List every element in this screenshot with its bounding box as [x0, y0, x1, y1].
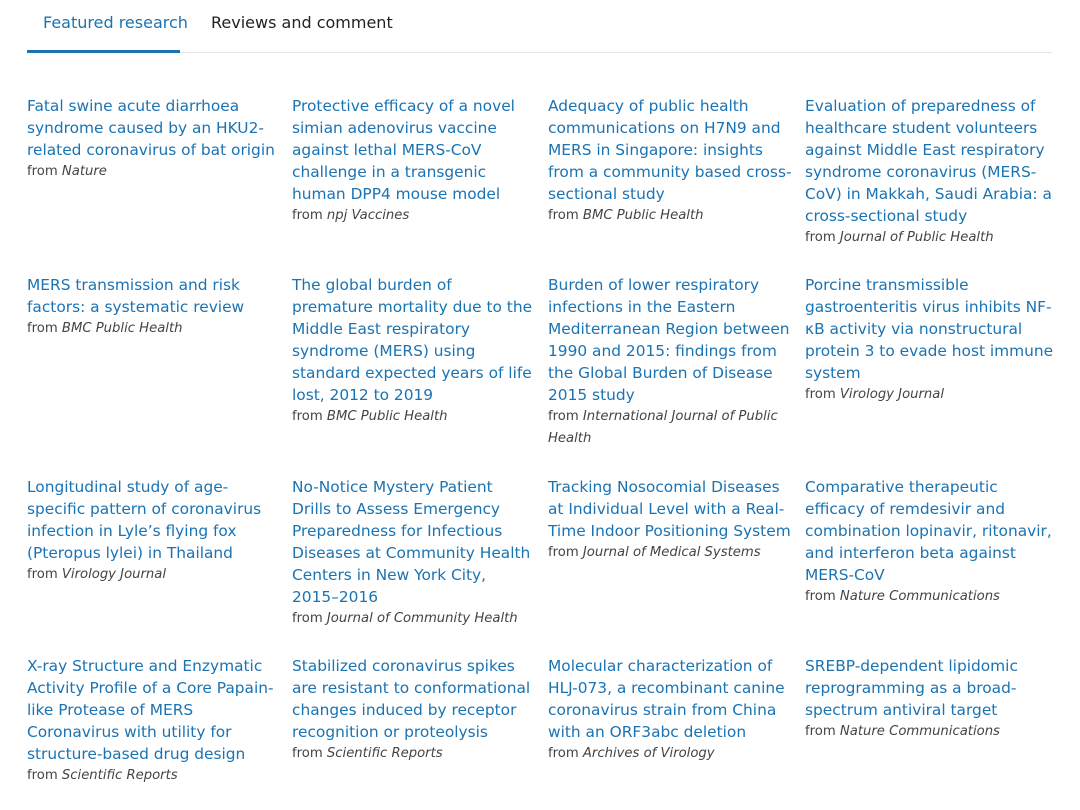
- article-title-link[interactable]: Protective efficacy of a novel simian adenovirus vaccine against lethal MERS-CoV challenge in a transgenic human DPP4 mouse model: [292, 97, 515, 203]
- source-name: BMC Public Health: [582, 208, 704, 223]
- article-source: [292, 743, 534, 765]
- source-name: BMC Public Health: [61, 321, 183, 336]
- source-prefix: from: [27, 164, 58, 179]
- source-prefix: from: [27, 321, 58, 336]
- source-name: Scientific Reports: [61, 768, 178, 783]
- article-card: [548, 655, 792, 765]
- article-title-link[interactable]: Comparative therapeutic efficacy of remdesivir and combination lopinavir, ritonavir, and interferon beta against MERS-CoV: [805, 478, 1052, 584]
- source-prefix: from: [292, 611, 323, 626]
- article-title-link[interactable]: SREBP-dependent lipidomic reprogramming as a broad-spectrum antiviral target: [805, 657, 1018, 719]
- source-prefix: from: [292, 208, 323, 223]
- source-name: npj Vaccines: [326, 208, 410, 223]
- article-source: [805, 586, 1055, 608]
- article-source: [805, 227, 1055, 249]
- article-title-link[interactable]: MERS transmission and risk factors: a systematic review: [27, 276, 245, 316]
- article-title-link[interactable]: Molecular characterization of HLJ-073, a recombinant canine coronavirus strain from China with an ORF3abc deletion: [548, 657, 785, 741]
- article-source: [27, 161, 279, 183]
- source-prefix: from: [292, 409, 323, 424]
- source-prefix: from: [548, 208, 579, 223]
- article-source: [805, 721, 1055, 743]
- article-source: [27, 564, 279, 586]
- article-card: [27, 655, 279, 787]
- source-prefix: from: [548, 746, 579, 761]
- article-card: [805, 274, 1055, 406]
- source-name: Archives of Virology: [582, 746, 715, 761]
- article-title-link[interactable]: Porcine transmissible gastroenteritis virus inhibits NF-κB activity via nonstructural protein 3 to evade host immune system: [805, 276, 1054, 382]
- source-name: International Journal of Public Health: [548, 409, 778, 446]
- source-name: Nature Communications: [839, 724, 1000, 739]
- article-card: [805, 655, 1055, 743]
- source-prefix: from: [805, 387, 836, 402]
- source-prefix: from: [27, 768, 58, 783]
- source-name: Journal of Public Health: [839, 230, 994, 245]
- article-card: [292, 274, 534, 428]
- tab-featured-research[interactable]: Featured research: [27, 0, 180, 53]
- article-title-link[interactable]: The global burden of premature mortality due to the Middle East respiratory syndrome (MERS) using standard expected years of life lost, 2012 to 2019: [292, 276, 533, 404]
- article-title-link[interactable]: Stabilized coronavirus spikes are resistant to conformational changes induced by receptor recognition or proteolysis: [292, 657, 531, 741]
- article-source: [27, 765, 279, 787]
- source-name: Nature: [61, 164, 107, 179]
- article-card: [27, 274, 279, 340]
- article-source: [548, 542, 792, 564]
- source-prefix: from: [805, 589, 836, 604]
- article-source: [805, 384, 1055, 406]
- source-name: Scientific Reports: [326, 746, 443, 761]
- article-card: [548, 274, 792, 450]
- source-prefix: from: [805, 230, 836, 245]
- article-card: [292, 655, 534, 765]
- article-title-link[interactable]: Longitudinal study of age-specific pattern of coronavirus infection in Lyle’s flying fox (Pteropus lylei) in Thailand: [27, 478, 262, 562]
- article-title-link[interactable]: Evaluation of preparedness of healthcare student volunteers against Middle East respiratory syndrome coronavirus (MERS-CoV) in Makkah, Saudi Arabia: a cross-sectional study: [805, 97, 1052, 225]
- article-source: [548, 406, 792, 450]
- article-title-link[interactable]: Tracking Nosocomial Diseases at Individual Level with a Real-Time Indoor Positioning System: [548, 478, 791, 540]
- source-name: Virology Journal: [61, 567, 167, 582]
- source-prefix: from: [27, 567, 58, 582]
- article-title-link[interactable]: No-Notice Mystery Patient Drills to Assess Emergency Preparedness for Infectious Diseases at Community Health Centers in New York City, 2015–2016: [292, 478, 531, 606]
- source-prefix: from: [548, 545, 579, 560]
- tab-reviews-and-comment[interactable]: Reviews and comment: [211, 13, 393, 32]
- article-source: [292, 608, 534, 630]
- source-name: Nature Communications: [839, 589, 1000, 604]
- source-prefix: from: [805, 724, 836, 739]
- article-source: [292, 205, 534, 227]
- source-prefix: from: [548, 409, 579, 424]
- article-card: [27, 476, 279, 586]
- article-card: [548, 476, 792, 564]
- article-card: [805, 95, 1055, 249]
- source-prefix: from: [292, 746, 323, 761]
- article-source: [292, 406, 534, 428]
- source-name: Virology Journal: [839, 387, 945, 402]
- article-card: [805, 476, 1055, 608]
- article-card: [27, 95, 279, 183]
- source-name: Journal of Community Health: [326, 611, 518, 626]
- article-title-link[interactable]: Burden of lower respiratory infections in the Eastern Mediterranean Region between 1990 and 2015: findings from the Global Burden of Disease 2015 study: [548, 276, 790, 404]
- source-name: Journal of Medical Systems: [582, 545, 761, 560]
- article-title-link[interactable]: Adequacy of public health communications on H7N9 and MERS in Singapore: insights from a community based cross-sectional study: [548, 97, 792, 203]
- article-card: [292, 476, 534, 630]
- article-title-link[interactable]: X-ray Structure and Enzymatic Activity Profile of a Core Papain-like Protease of MERS Coronavirus with utility for structure-based drug design: [27, 657, 274, 763]
- article-source: [27, 318, 279, 340]
- source-name: BMC Public Health: [326, 409, 448, 424]
- article-card: [292, 95, 534, 227]
- article-card: [548, 95, 792, 227]
- article-source: [548, 743, 792, 765]
- article-source: [548, 205, 792, 227]
- article-title-link[interactable]: Fatal swine acute diarrhoea syndrome caused by an HKU2-related coronavirus of bat origin: [27, 97, 275, 159]
